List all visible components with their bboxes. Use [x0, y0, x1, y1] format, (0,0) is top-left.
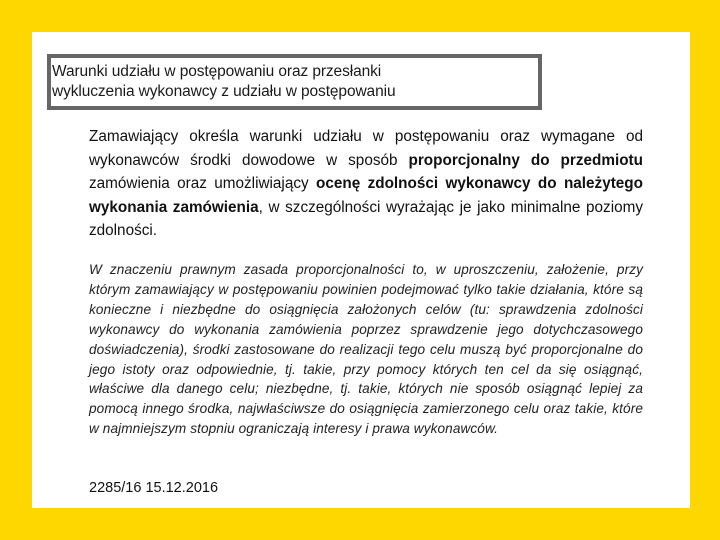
title-line-1: Warunki udziału w postępowaniu oraz przesłanki	[52, 63, 382, 80]
lead-bold-2: ocenę zdolności wykonawcy do należytego wykonania zamówienia	[89, 175, 643, 216]
slide	[32, 32, 690, 508]
lead-part-3: , w szczególności wyrażając je jako minimalne poziomy zdolności.	[89, 198, 643, 239]
case-reference: 2285/16 15.12.2016	[89, 480, 219, 496]
title-line-2: wykluczenia wykonawcy z udziału w postępowaniu	[52, 83, 396, 100]
lead-paragraph	[89, 125, 643, 243]
lead-bold-1: proporcjonalny do przedmiotu	[408, 151, 643, 169]
lead-part-2: zamówienia oraz umożliwiający	[89, 175, 316, 192]
slide-title	[51, 62, 538, 102]
lead-part-1: Zamawiający określa warunki udziału w postępowaniu oraz wymagane od wykonawców środki dowodowe w sposób	[89, 128, 643, 169]
title-box	[47, 54, 542, 110]
explanation-paragraph: W znaczeniu prawnym zasada proporcjonalności to, w uproszczeniu, założenie, przy którym zamawiający w postępowaniu powinien podejmować tylko takie działania, które są konieczne i niezbędne do osiągnięcia założonych celów (tu: sprawdzenia zdolności wykonawcy do wykonania zamówienia poprzez sprawdzenie jego dotychczasowego doświadczenia), środki zastosowane do realizacji tego celu muszą być proporcjonalne do jego istoty oraz odpowiednie, tj. takie, przy pomocy których ten cel da się osiągnąć, właściwe dla danego celu; niezbędne, tj. takie, których nie sposób osiągnąć lepiej za pomocą innego środka, najwłaściwsze do osiągnięcia zamierzonego celu oraz takie, które w najmniejszym stopniu ograniczają interesy i prawa wykonawców.	[89, 262, 643, 437]
